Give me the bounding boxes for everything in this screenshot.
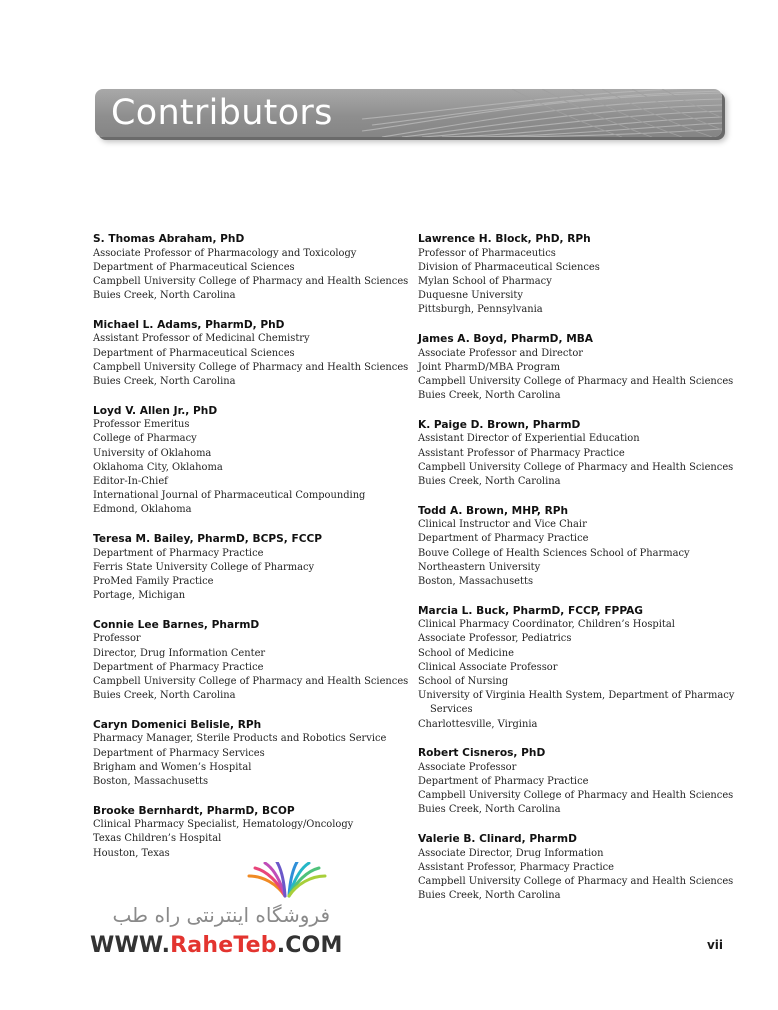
contributor-affiliation-line: School of Medicine xyxy=(418,647,514,659)
contributor-affiliation-line: Buies Creek, North Carolina xyxy=(93,375,236,387)
contributor-affiliation-line: Pharmacy Manager, Sterile Products and Robotics Service xyxy=(93,733,387,745)
contributor-affiliation-line: University of Virginia Health System, Department of Pharmacy xyxy=(418,690,735,702)
contributor-affiliation-line: Assistant Professor of Medicinal Chemistry xyxy=(93,333,310,345)
chapter-title-banner xyxy=(95,89,722,137)
contributor-affiliation-line: Assistant Director of Experiential Education xyxy=(418,433,640,445)
contributor-entry xyxy=(418,604,738,732)
watermark-brand: RaheTeb xyxy=(170,933,277,958)
contributor-affiliation-line: Campbell University College of Pharmacy and Health Sciences xyxy=(418,876,734,887)
contributor-affiliation-line: Clinical Instructor and Vice Chair xyxy=(418,519,587,531)
contributor-affiliation-line: Boston, Massachusetts xyxy=(418,575,534,587)
contributor-affiliation-line: Campbell University College of Pharmacy and Health Sciences xyxy=(418,461,734,473)
contributor-affiliation-line: Clinical Pharmacy Coordinator, Children’s Hospital xyxy=(418,619,675,631)
contributor-affiliation-line: Campbell University College of Pharmacy and Health Sciences xyxy=(93,675,409,687)
contributor-affiliation-line: Campbell University College of Pharmacy and Health Sciences xyxy=(93,275,409,287)
contributor-entry xyxy=(93,718,403,789)
watermark-tld: .COM xyxy=(276,933,343,958)
contributor-affiliation-line: Editor-In-Chief xyxy=(93,475,168,487)
book-logo-icon xyxy=(245,862,329,900)
contributor-affiliation-line: Charlottesville, Virginia xyxy=(418,718,538,730)
contributor-affiliation-line: Department of Pharmacy Practice xyxy=(93,661,264,673)
contributor-affiliation-line: Buies Creek, North Carolina xyxy=(93,290,236,302)
contributor-name: S. Thomas Abraham, PhD xyxy=(93,233,245,245)
contributor-entry xyxy=(93,404,403,518)
contributor-entry xyxy=(93,618,409,704)
contributor-entry xyxy=(418,332,738,403)
contributor-affiliation-line: Assistant Professor of Pharmacy Practice xyxy=(418,447,625,459)
contributor-name: James A. Boyd, PharmD, MBA xyxy=(418,333,594,346)
contributor-affiliation-line: International Journal of Pharmaceutical Compounding xyxy=(93,490,366,502)
contributors-column-right xyxy=(418,232,738,918)
contributor-name: Teresa M. Bailey, PharmD, BCPS, FCCP xyxy=(93,533,323,546)
contributor-affiliation-line: Associate Professor, Pediatrics xyxy=(418,633,572,645)
contributor-affiliation-line: Bouve College of Health Sciences School of Pharmacy xyxy=(418,547,690,559)
contributor-entry xyxy=(418,232,738,318)
contributor-affiliation-line: Professor of Pharmaceutics xyxy=(418,247,556,259)
contributor-name: Robert Cisneros, PhD xyxy=(418,747,546,760)
contributor-name: Marcia L. Buck, PharmD, FCCP, FPPAG xyxy=(418,604,644,617)
contributor-affiliation-line: Division of Pharmaceutical Sciences xyxy=(418,261,600,273)
contributor-affiliation-line: Department of Pharmaceutical Sciences xyxy=(93,347,295,359)
contributor-affiliation-line: Department of Pharmacy Services xyxy=(93,747,265,759)
contributor-affiliation-line: Professor xyxy=(93,633,141,645)
contributor-affiliation-line: Associate Professor xyxy=(418,761,517,773)
watermark-persian-text: فروشگاه اینترنتی راه طب xyxy=(112,903,330,927)
contributor-affiliation-line: Buies Creek, North Carolina xyxy=(418,890,561,902)
contributor-affiliation-line: Services xyxy=(430,704,473,716)
contributor-entry xyxy=(93,532,403,603)
contributor-affiliation-line: Mylan School of Pharmacy xyxy=(418,275,552,287)
contributor-affiliation-line: Buies Creek, North Carolina xyxy=(93,690,236,702)
contributor-entry xyxy=(93,232,409,303)
contributor-affiliation-line: Boston, Massachusetts xyxy=(93,775,209,787)
contributor-affiliation-line: Edmond, Oklahoma xyxy=(93,504,192,516)
contributor-affiliation-line: Professor Emeritus xyxy=(93,419,190,431)
contributor-affiliation-line: ProMed Family Practice xyxy=(93,575,214,587)
banner-wave-pattern xyxy=(362,89,722,137)
contributor-affiliation-line: Oklahoma City, Oklahoma xyxy=(93,461,223,473)
contributor-affiliation-line: Northeastern University xyxy=(418,561,541,573)
contributor-affiliation-line: Department of Pharmaceutical Sciences xyxy=(93,261,295,273)
contributor-affiliation-line: Buies Creek, North Carolina xyxy=(418,804,561,816)
contributor-affiliation-line: Brigham and Women’s Hospital xyxy=(93,761,252,773)
contributor-affiliation-line: Clinical Pharmacy Specialist, Hematology/Oncology xyxy=(93,819,354,831)
contributor-affiliation-line: Associate Professor of Pharmacology and Toxicology xyxy=(93,247,357,259)
contributor-affiliation-line: Texas Children’s Hospital xyxy=(93,833,222,845)
contributor-affiliation-line: Houston, Texas xyxy=(93,847,170,859)
page-title: Contributors xyxy=(111,93,333,133)
contributor-affiliation-line: Ferris State University College of Pharmacy xyxy=(93,561,315,573)
contributor-entry xyxy=(418,832,738,903)
contributor-affiliation-line: Campbell University College of Pharmacy and Health Sciences xyxy=(93,361,409,373)
contributor-affiliation-line: Buies Creek, North Carolina xyxy=(418,475,561,487)
contributor-name: Connie Lee Barnes, PharmD xyxy=(93,618,260,631)
watermark-www: WWW. xyxy=(90,933,171,958)
contributor-entry xyxy=(93,804,403,861)
contributor-affiliation-line: Director, Drug Information Center xyxy=(93,647,266,659)
contributor-affiliation-line: Assistant Professor, Pharmacy Practice xyxy=(418,861,615,873)
contributor-affiliation-line: Associate Director, Drug Information xyxy=(418,847,604,859)
contributor-affiliation-line: Joint PharmD/MBA Program xyxy=(418,361,560,373)
contributor-affiliation-line: Duquesne University xyxy=(418,290,523,302)
watermark-website xyxy=(90,933,343,958)
contributor-entry xyxy=(418,504,738,590)
contributor-affiliation-line: Portage, Michigan xyxy=(93,590,186,602)
contributor-entry xyxy=(418,746,738,817)
contributor-name: Caryn Domenici Belisle, RPh xyxy=(93,718,262,731)
contributor-name: Michael L. Adams, PharmD, PhD xyxy=(93,318,285,331)
contributor-affiliation-line: Campbell University College of Pharmacy and Health Sciences xyxy=(418,790,734,802)
contributors-column-left xyxy=(93,232,409,875)
contributor-affiliation-line: College of Pharmacy xyxy=(93,433,197,445)
contributor-name: Brooke Bernhardt, PharmD, BCOP xyxy=(93,804,295,817)
contributor-affiliation-line: Clinical Associate Professor xyxy=(418,661,558,673)
contributor-affiliation-line: Buies Creek, North Carolina xyxy=(418,390,561,402)
contributor-entry xyxy=(418,418,738,489)
contributor-name: Loyd V. Allen Jr., PhD xyxy=(93,404,218,417)
contributor-affiliation-line: Department of Pharmacy Practice xyxy=(418,533,589,545)
contributor-affiliation-line: University of Oklahoma xyxy=(93,447,212,459)
contributor-name: K. Paige D. Brown, PharmD xyxy=(418,418,581,431)
contributor-name: Lawrence H. Block, PhD, RPh xyxy=(418,233,591,245)
contributor-affiliation-line: Associate Professor and Director xyxy=(418,347,584,359)
contributor-name: Valerie B. Clinard, PharmD xyxy=(418,833,577,846)
contributor-affiliation-line: Pittsburgh, Pennsylvania xyxy=(418,304,543,316)
contributor-affiliation-line: Department of Pharmacy Practice xyxy=(418,775,589,787)
contributor-affiliation-line: Campbell University College of Pharmacy and Health Sciences xyxy=(418,375,734,387)
contributor-entry xyxy=(93,318,409,389)
contributor-affiliation-line: School of Nursing xyxy=(418,675,509,687)
contributor-affiliation-line: Department of Pharmacy Practice xyxy=(93,547,264,559)
page-number: vii xyxy=(706,938,723,952)
contributor-name: Todd A. Brown, MHP, RPh xyxy=(418,504,569,517)
